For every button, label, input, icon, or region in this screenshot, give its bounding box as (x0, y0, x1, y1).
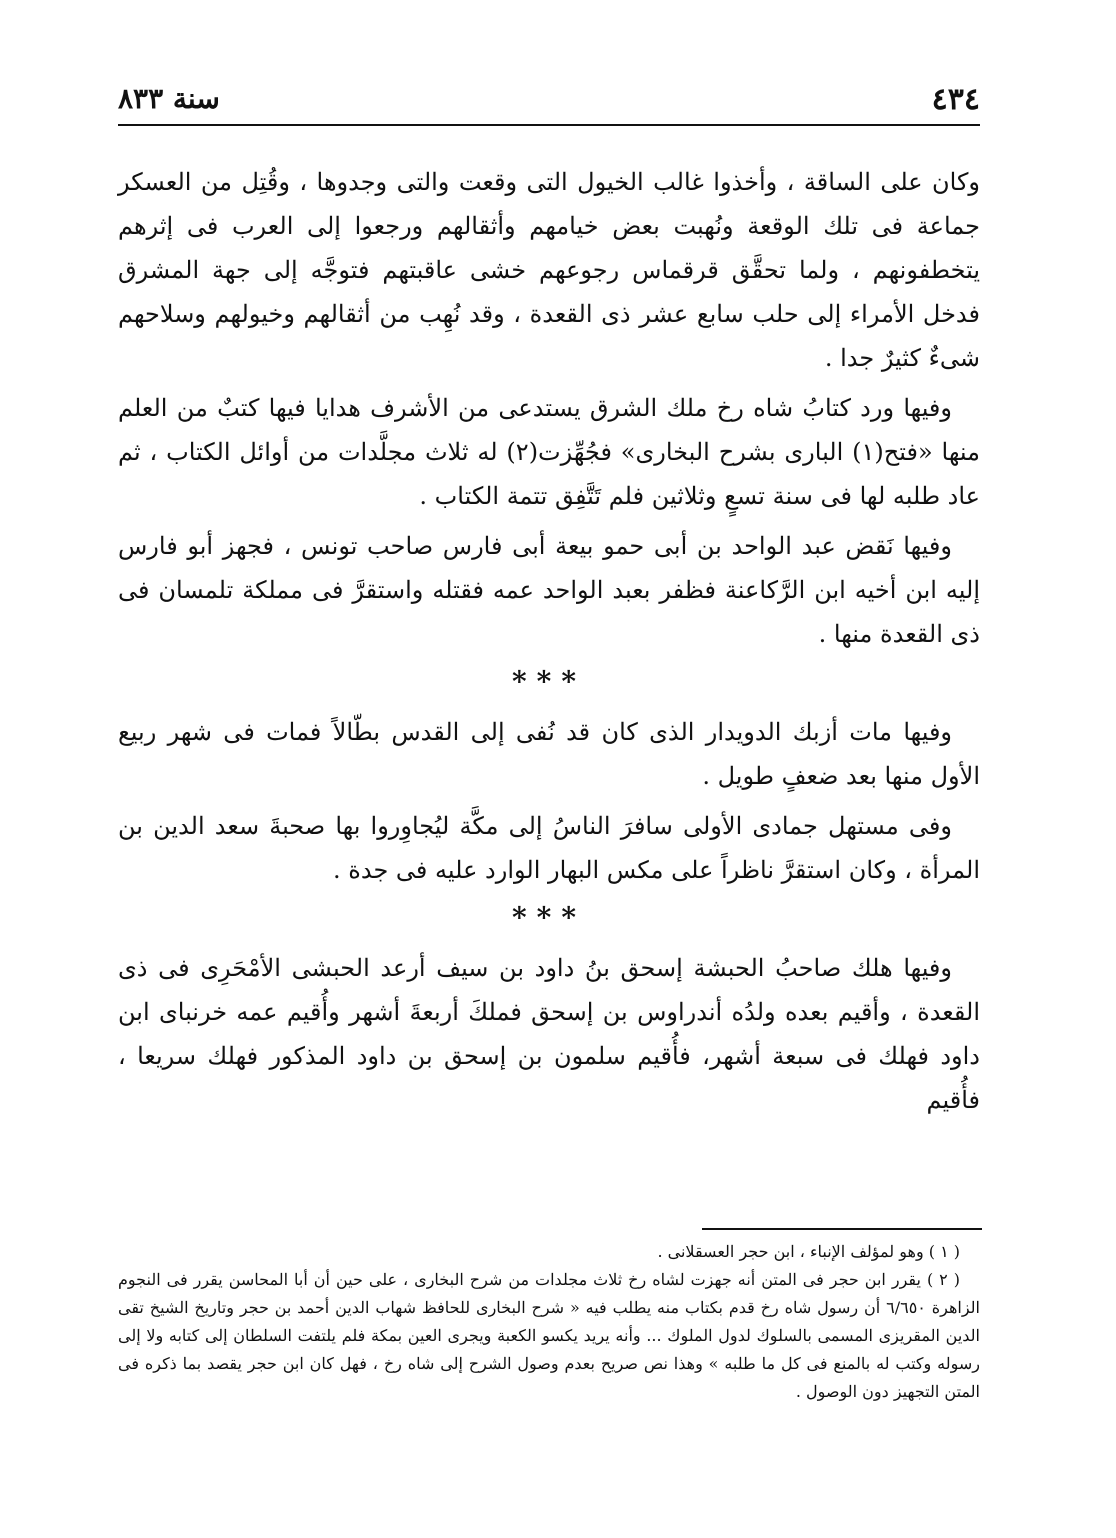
main-text (118, 160, 980, 1128)
footnote-1: ( ١ ) وهو لمؤلف الإنباء ، ابن حجر العسقلانى . (657, 1242, 960, 1261)
paragraph: وكان على الساقة ، وأخذوا غالب الخيول التى وقعت والتى وجدوها ، وقُتِل من العسكر جماعة فى تلك الوقعة ونُهبت بعض خيامهم وأثقالهم ورجعوا إلى العرب فى إثرهم يتخطفونهم ، ولما تحقَّق قرقماس رجوعهم خشى عاقبتهم فتوجَّه إلى جهة المشرق فدخل الأمراء إلى حلب سابع عشر ذى القعدة ، وقد نُهِب من أثقالهم وخيولهم وسلاحهم شىءٌ كثيرٌ جدا . (118, 168, 981, 372)
page-number: ٤٣٤ (931, 82, 980, 117)
section-separator: *** (512, 665, 586, 698)
header-divider (118, 124, 980, 126)
paragraph: وفيها مات أزبك الدويدار الذى كان قد نُفى إلى القدس بطّالاً فمات فى شهر ربيع الأول منها بعد ضعفٍ طويل . (118, 718, 980, 790)
footnotes (118, 1238, 980, 1406)
paragraph: وفيها نَقض عبد الواحد بن أبى حمو بيعة أبى فارس صاحب تونس ، فجهز أبو فارس إليه ابن أخيه ابن الرَّكاعنة فظفر بعبد الواحد عمه فقتله واستقرَّ فى مملكة تلمسان فى ذى القعدة منها . (118, 532, 980, 648)
section-separator: *** (512, 901, 586, 934)
page-header (118, 78, 980, 126)
paragraph: وفيها هلك صاحبُ الحبشة إسحق بنُ داود بن سيف أرعد الحبشى الأمْحَرِى فى ذى القعدة ، وأقيم بعده ولدُه أندراوس بن إسحق فملكَ أربعةَ أشهر وأُقيم عمه خرنباى ابن داود فهلك فى سبعة أشهر، فأُقيم سلمون بن إسحق بن داود المذكور فهلك سريعا ، فأُقيم (118, 954, 980, 1114)
footnote-2: ( ٢ ) يقرر ابن حجر فى المتن أنه جهزت لشاه رخ ثلاث مجلدات من شرح البخارى ، على حين أن أبا المحاسن يقرر فى النجوم الزاهرة ٦/٦٥٠ أن رسول شاه رخ قدم بكتاب منه يطلب فيه « شرح البخارى للحافظ شهاب الدين أحمد بن حجر وتاريخ الشيخ تقى الدين المقريزى المسمى بالسلوك لدول الملوك ... وأنه يريد يكسو الكعبة ويجرى العين بمكة فلم يلتفت السلطان إلى كتابه ولا إلى رسوله وكتب له بالمنع فى كل ما طلبه » وهذا نص صريح بعدم وصول الشرح إلى شاه رخ ، فهل كان ابن حجر يقصد بما ذكره فى المتن التجهيز دون الوصول . (118, 1270, 980, 1401)
paragraph: وفيها ورد كتابُ شاه رخ ملك الشرق يستدعى من الأشرف هدايا فيها كتبٌ من العلم منها «فتح(١) البارى بشرح البخارى» فجُهِّزت(٢) له ثلاث مجلَّدات من أوائل الكتاب ، ثم عاد طلبه لها فى سنة تسعٍ وثلاثين فلم تَتَّفِق تتمة الكتاب . (118, 394, 980, 510)
footnote-divider (702, 1228, 982, 1230)
paragraph: وفى مستهل جمادى الأولى سافرَ الناسُ إلى مكَّة ليُجاوِروا بها صحبةَ سعد الدين بن المرأة ، وكان استقرَّ ناظراً على مكس البهار الوارد عليه فى جدة . (118, 812, 980, 884)
running-head-year: سنة ٨٣٣ (118, 82, 220, 115)
